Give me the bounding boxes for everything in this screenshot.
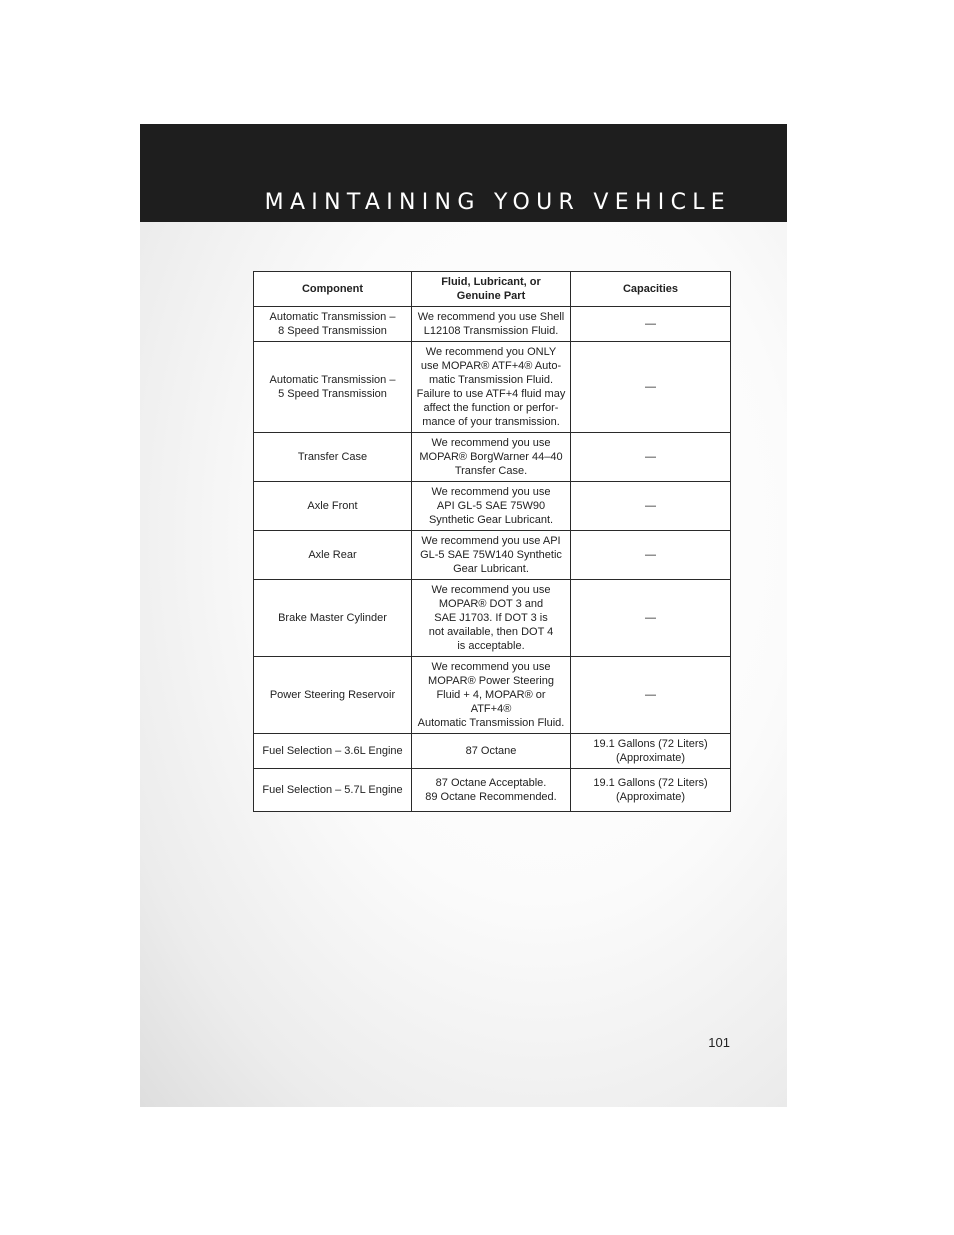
cell-capacity: — — [571, 657, 731, 734]
table-row — [254, 769, 731, 812]
table-row — [254, 342, 731, 433]
cell-capacity: — — [571, 531, 731, 580]
cell-component: Power Steering Reservoir — [254, 657, 412, 734]
cell-component: Axle Rear — [254, 531, 412, 580]
header-band — [140, 124, 787, 222]
section-title: MAINTAINING YOUR VEHICLE — [264, 190, 731, 215]
cell-component: Transfer Case — [254, 433, 412, 482]
cell-component: Automatic Transmission – 8 Speed Transmission — [254, 307, 412, 342]
cell-fluid: We recommend you use Shell L12108 Transmission Fluid. — [412, 307, 571, 342]
cell-capacity: — — [571, 580, 731, 657]
cell-fluid: 87 Octane Acceptable. 89 Octane Recommended. — [412, 769, 571, 812]
cell-fluid: We recommend you use MOPAR® BorgWarner 44–40 Transfer Case. — [412, 433, 571, 482]
cell-fluid: 87 Octane — [412, 734, 571, 769]
cell-fluid: We recommend you use MOPAR® DOT 3 and SAE J1703. If DOT 3 is not available, then DOT 4 is acceptable. — [412, 580, 571, 657]
cell-capacity: — — [571, 482, 731, 531]
table-row — [254, 734, 731, 769]
table-row — [254, 307, 731, 342]
table-row — [254, 482, 731, 531]
fluid-capacities-table — [253, 271, 731, 812]
cell-capacity: — — [571, 342, 731, 433]
header-capacities: Capacities — [571, 272, 731, 307]
table-row — [254, 580, 731, 657]
cell-fluid: We recommend you use MOPAR® Power Steering Fluid + 4, MOPAR® or ATF+4® Automatic Transmission Fluid. — [412, 657, 571, 734]
cell-capacity: 19.1 Gallons (72 Liters) (Approximate) — [571, 769, 731, 812]
header-component: Component — [254, 272, 412, 307]
cell-fluid: We recommend you use API GL-5 SAE 75W140 Synthetic Gear Lubricant. — [412, 531, 571, 580]
table-row — [254, 433, 731, 482]
cell-component: Fuel Selection – 3.6L Engine — [254, 734, 412, 769]
header-fluid: Fluid, Lubricant, or Genuine Part — [412, 272, 571, 307]
table-row — [254, 657, 731, 734]
cell-capacity: 19.1 Gallons (72 Liters) (Approximate) — [571, 734, 731, 769]
manual-page — [140, 124, 787, 1107]
cell-component: Automatic Transmission – 5 Speed Transmission — [254, 342, 412, 433]
table-header-row — [254, 272, 731, 307]
cell-fluid: We recommend you ONLY use MOPAR® ATF+4® Auto- matic Transmission Fluid. Failure to use ATF+4 fluid may affect the function or perfor- mance of your transmission. — [412, 342, 571, 433]
cell-component: Axle Front — [254, 482, 412, 531]
cell-capacity: — — [571, 307, 731, 342]
cell-component: Brake Master Cylinder — [254, 580, 412, 657]
page-number: 101 — [708, 1035, 730, 1050]
cell-fluid: We recommend you use API GL-5 SAE 75W90 Synthetic Gear Lubricant. — [412, 482, 571, 531]
table-row — [254, 531, 731, 580]
cell-capacity: — — [571, 433, 731, 482]
cell-component: Fuel Selection – 5.7L Engine — [254, 769, 412, 812]
